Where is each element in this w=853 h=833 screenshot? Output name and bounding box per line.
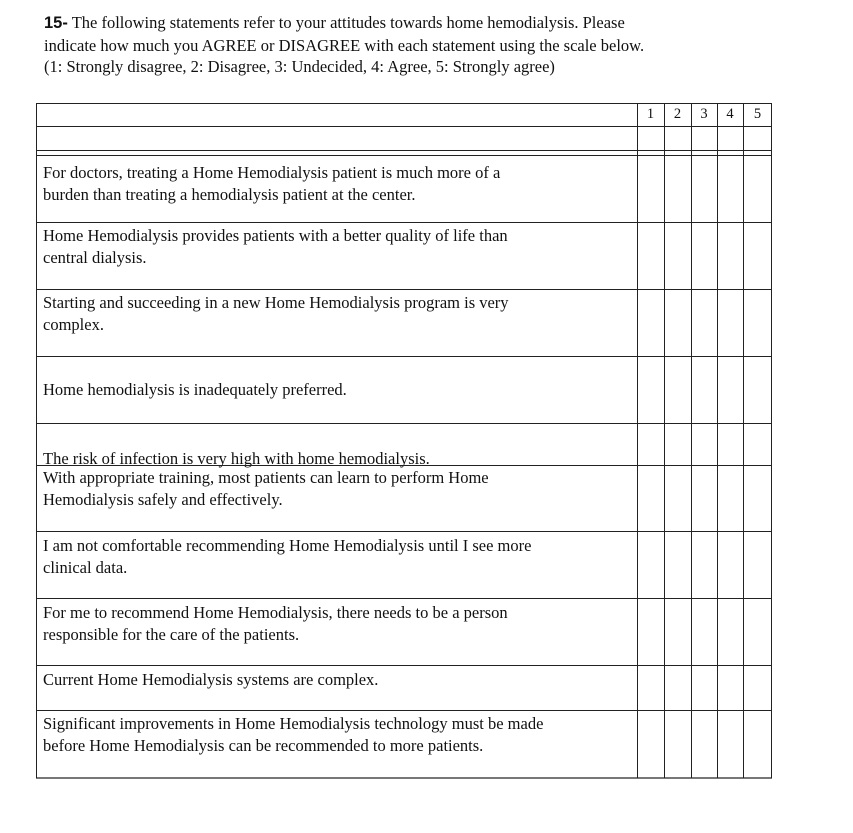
- statement-line: clinical data.: [43, 558, 128, 577]
- statement-line: For doctors, treating a Home Hemodialysis patient is much more of a: [43, 163, 501, 182]
- statement-line: I am not comfortable recommending Home Hemodialysis until I see more: [43, 536, 532, 555]
- question-header: [44, 12, 834, 78]
- statement-line: burden than treating a hemodialysis patient at the center.: [43, 185, 416, 204]
- statement-row: [36, 356, 772, 423]
- statement-line: responsible for the care of the patients.: [43, 625, 300, 644]
- scale-column-cell-1: [637, 126, 664, 150]
- statement-line: Significant improvements in Home Hemodialysis technology must be made: [43, 714, 544, 733]
- table-rule: [36, 150, 772, 151]
- likert-table: [36, 103, 772, 778]
- statement-line: For me to recommend Home Hemodialysis, there needs to be a person: [43, 603, 508, 622]
- statement-text: [43, 713, 762, 757]
- scale-label-4: 4: [726, 106, 734, 122]
- statement-line: Hemodialysis safely and effectively.: [43, 490, 283, 509]
- blank-row: [36, 126, 772, 150]
- statement-text: [43, 162, 762, 206]
- scale-label-5: 5: [753, 106, 762, 122]
- statement-line: Starting and succeeding in a new Home Hemodialysis program is very: [43, 293, 509, 312]
- statement-line: Home Hemodialysis provides patients with a better quality of life than: [43, 226, 508, 245]
- scale-column-cell-3: [691, 126, 717, 150]
- statement-line: Current Home Hemodialysis systems are complex.: [43, 670, 379, 689]
- statement-line: before Home Hemodialysis can be recommended to more patients.: [43, 736, 484, 755]
- table-rule: [36, 103, 772, 104]
- scale-column-cell-4: [717, 126, 743, 150]
- scale-label-1: 1: [646, 106, 655, 122]
- statement-row: [36, 289, 772, 356]
- statement-row: [36, 155, 772, 222]
- statement-cell: [36, 103, 637, 126]
- question-text-line-3: (1: Strongly disagree, 2: Disagree, 3: Undecided, 4: Agree, 5: Strongly agree): [44, 57, 555, 76]
- statement-cell: [36, 126, 637, 150]
- statement-text: [43, 535, 762, 579]
- statement-row: [36, 710, 772, 778]
- statement-row: [36, 222, 772, 289]
- scale-label-3: 3: [700, 106, 708, 122]
- statement-row: [36, 531, 772, 598]
- question-number: 15-: [44, 14, 68, 32]
- table-rule: [36, 778, 772, 779]
- statement-line: Home hemodialysis is inadequately preferred.: [43, 380, 347, 399]
- statement-line: With appropriate training, most patients can learn to perform Home: [43, 468, 489, 487]
- statement-text: [43, 225, 762, 269]
- statement-line: The risk of infection is very high with home hemodialysis.: [43, 449, 430, 468]
- scale-column-cell-2: [664, 126, 691, 150]
- statement-row: [36, 423, 772, 468]
- statement-text: [43, 669, 762, 691]
- scale-header-row: [36, 103, 772, 126]
- scale-label-2: 2: [673, 106, 682, 122]
- question-text-line-2: indicate how much you AGREE or DISAGREE with each statement using the scale below.: [44, 35, 645, 55]
- statement-text: [43, 467, 762, 511]
- table-rule: [36, 126, 772, 127]
- scale-column-cell-5: [743, 126, 772, 150]
- question-text-line-1: The following statements refer to your attitudes towards home hemodialysis. Please: [71, 13, 625, 32]
- statement-row: [36, 665, 772, 710]
- statement-line: complex.: [43, 315, 104, 334]
- statement-line: central dialysis.: [43, 248, 147, 267]
- statement-text: [43, 379, 762, 401]
- statement-row: [36, 598, 772, 665]
- statement-text: [43, 602, 762, 646]
- statement-text: [43, 292, 762, 336]
- statement-row: [36, 465, 772, 531]
- question-line-1: [44, 12, 834, 35]
